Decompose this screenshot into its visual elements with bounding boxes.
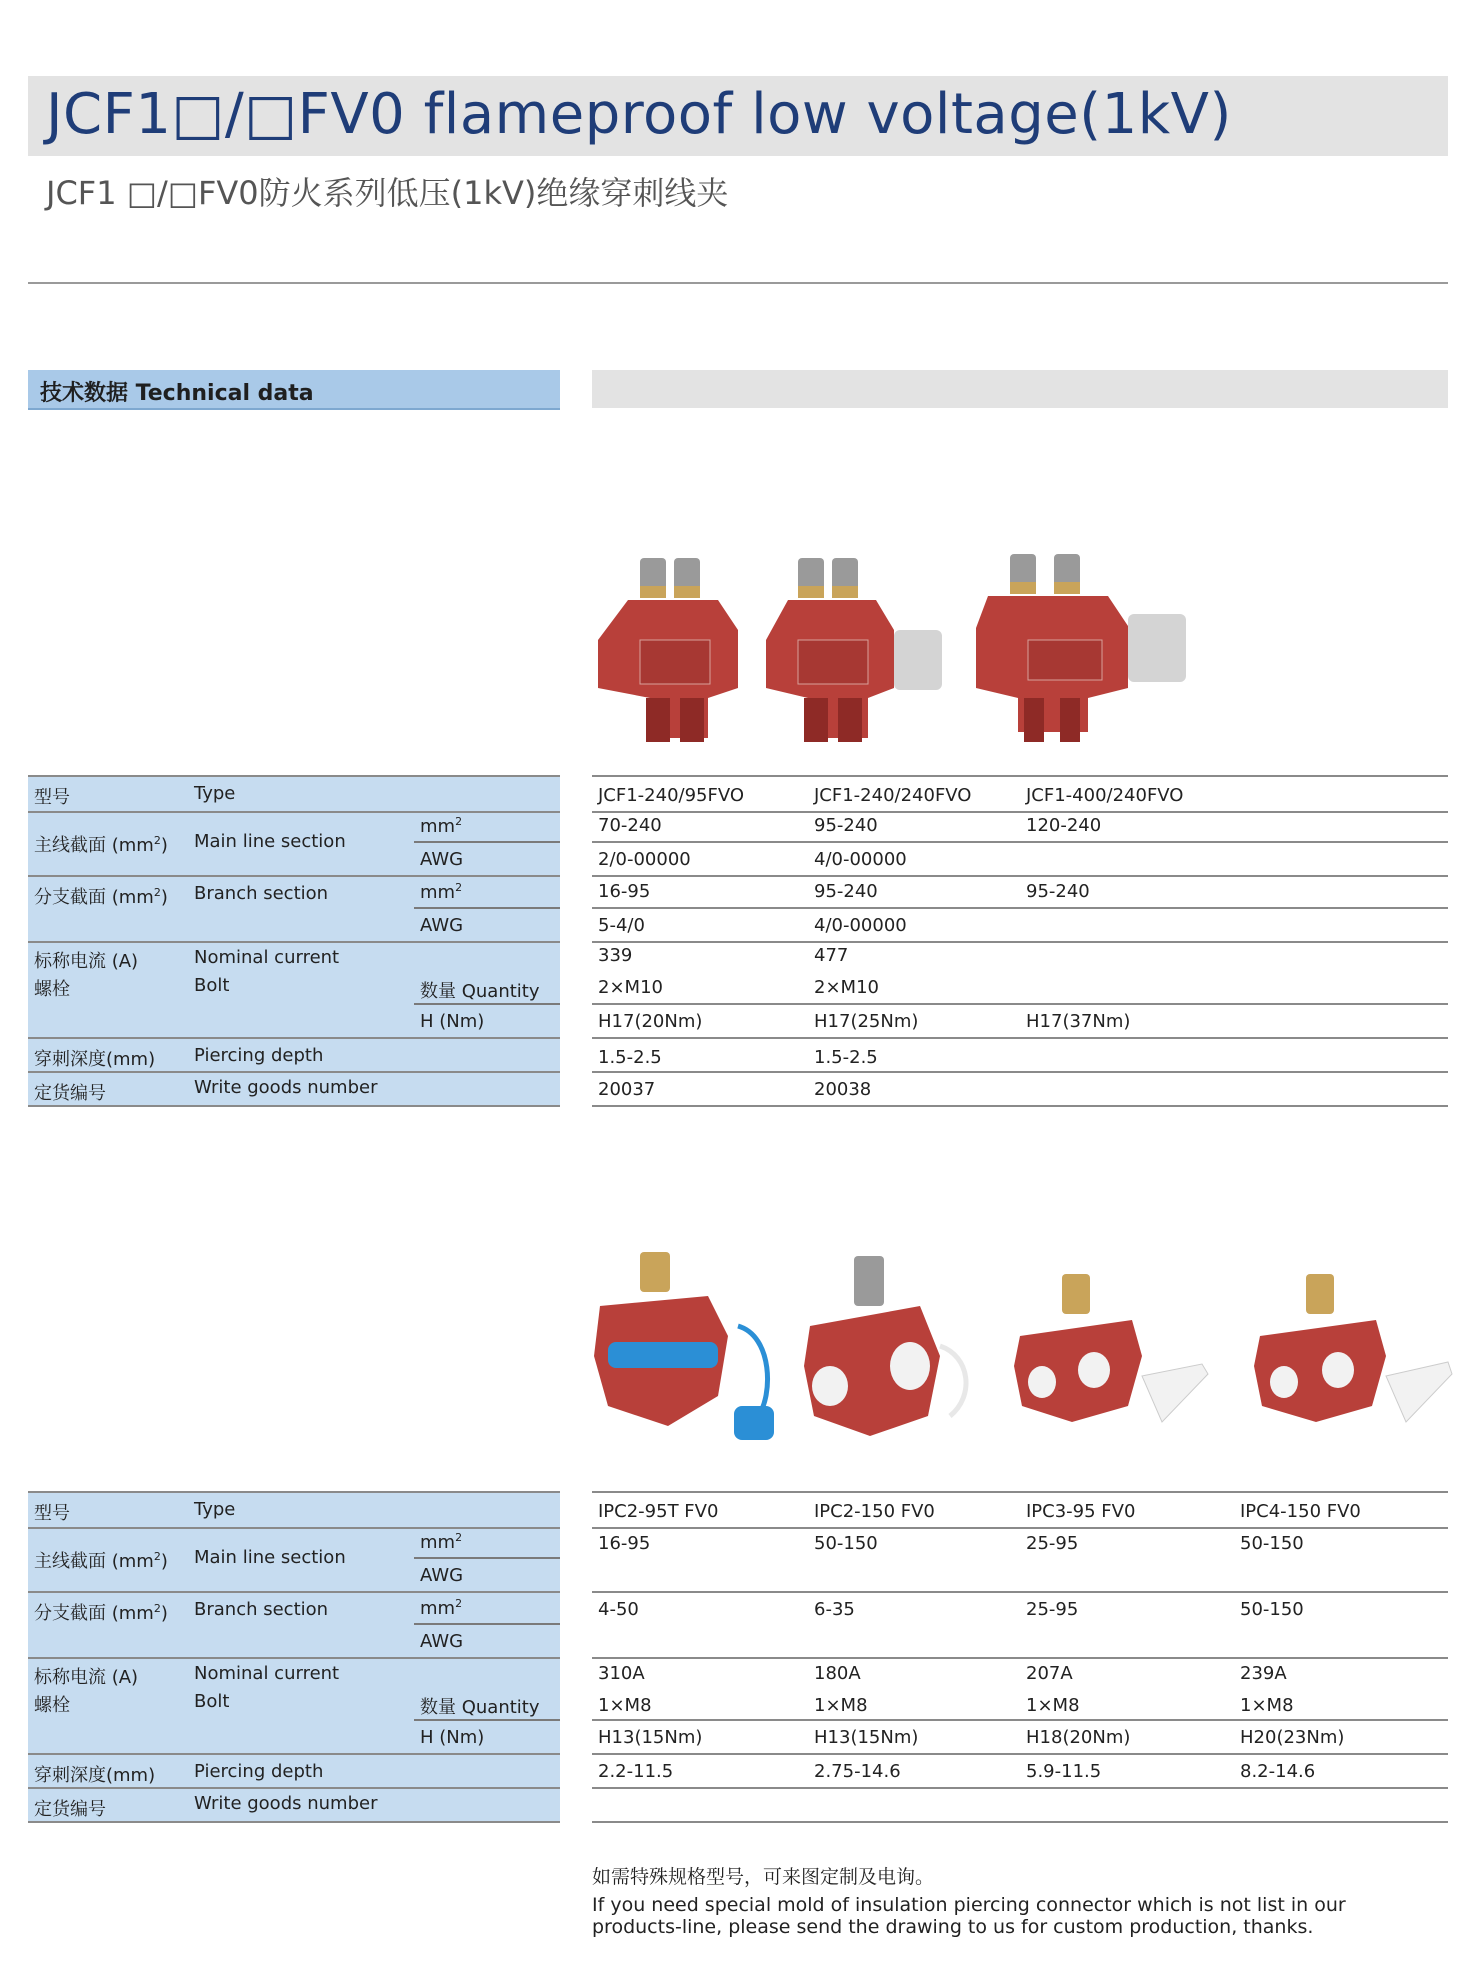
ipc3-95-connector-photo (1012, 1246, 1252, 1456)
bolt-qty-cell: 1×M8 (1026, 1695, 1080, 1716)
goods-label-en: Write goods number (194, 1077, 378, 1098)
table-row (28, 1527, 560, 1593)
type-label-cn: 型号 (34, 787, 70, 808)
branch-section-label-cn: 分支截面 $(mm^2)$ (34, 886, 168, 908)
table-row (28, 971, 560, 1039)
type-label-en: Type (194, 1499, 236, 1520)
type-label-cn: 型号 (34, 1503, 70, 1524)
table-row (592, 1721, 1448, 1755)
footer-note-cn: 如需特殊规格型号，可来图定制及电询。 (592, 1866, 935, 1888)
current-cell: 207A (1026, 1663, 1073, 1684)
type-cell: IPC2-95T FV0 (598, 1501, 719, 1522)
ipc2-150-connector-photo (800, 1246, 1012, 1456)
pierce-label-cn: 穿刺深度(mm) (34, 1765, 156, 1786)
table-row (592, 1005, 1448, 1039)
main-mm-cell: 50-150 (1240, 1533, 1304, 1554)
branch-mm-cell: 25-95 (1026, 1599, 1079, 1620)
table-row (592, 775, 1448, 813)
product-images-row1 (588, 548, 1208, 758)
type-cell: JCF1-400/240FVO (1026, 785, 1184, 806)
goods-label-en: Write goods number (194, 1793, 378, 1814)
table1-values (592, 775, 1448, 1107)
type-label-en: Type (194, 783, 236, 804)
table1-labels (28, 775, 560, 1107)
table-row (28, 1039, 560, 1073)
goods-label-cn: 定货编号 (34, 1083, 106, 1104)
branch-mm-cell: 95-240 (1026, 881, 1090, 902)
page-subtitle: JCF1 □/□FV0防火系列低压(1kV)绝缘穿刺线夹 (46, 174, 729, 212)
table-row (592, 811, 1448, 843)
branch-mm-cell: 6-35 (814, 1599, 855, 1620)
sub-divider (414, 1003, 560, 1005)
current-label-cn: 标称电流 (A) (34, 1667, 139, 1688)
pierce-cell: 1.5-2.5 (598, 1047, 662, 1068)
bolt-qty-cell: 1×M8 (1240, 1695, 1294, 1716)
current-label-en: Nominal current (194, 1663, 340, 1684)
bolt-qty-cell: 1×M8 (598, 1695, 652, 1716)
bolt-quantity-label: 数量 Quantity (420, 981, 540, 1002)
table-row (28, 1073, 560, 1107)
current-cell: 180A (814, 1663, 861, 1684)
table-row (592, 1755, 1448, 1789)
table-row (592, 1593, 1448, 1659)
jcf1-400-240-connector-photo (968, 548, 1208, 758)
bolt-label-cn: 螺栓 (34, 979, 70, 1000)
bolt-qty-cell: 2×M10 (814, 977, 879, 998)
bolt-h-cell: H17(37Nm) (1026, 1011, 1131, 1032)
main-section-label-en: Main line section (194, 1547, 346, 1568)
bolt-h-label: H (Nm) (420, 1011, 485, 1032)
bolt-label-en: Bolt (194, 975, 230, 996)
section-label: 技术数据 Technical data (40, 381, 314, 406)
table-row (28, 1755, 560, 1789)
product-images-row2 (588, 1246, 1472, 1456)
unit-awg: AWG (420, 849, 464, 870)
section-header (28, 370, 560, 410)
sub-divider (414, 1719, 560, 1721)
jcf1-240-240-connector-photo (758, 548, 968, 758)
ipc4-150-connector-photo (1252, 1246, 1472, 1456)
bolt-h-cell: H20(23Nm) (1240, 1727, 1345, 1748)
footer-note-en-2: products-line, please send the drawing to us for custom production, thanks. (592, 1916, 1314, 1938)
type-cell: IPC3-95 FV0 (1026, 1501, 1136, 1522)
sub-divider (414, 841, 560, 843)
goods-label-cn: 定货编号 (34, 1799, 106, 1820)
ipc2-95t-connector-photo (588, 1246, 800, 1456)
table-row (28, 1659, 560, 1687)
type-cell: JCF1-240/95FVO (598, 785, 745, 806)
unit-mm: $mm^2$ (420, 1597, 463, 1619)
bolt-qty-cell: 2×M10 (598, 977, 663, 998)
table-row (592, 1527, 1448, 1593)
type-cell: JCF1-240/240FVO (814, 785, 972, 806)
bolt-quantity-label: 数量 Quantity (420, 1697, 540, 1718)
unit-mm: $mm^2$ (420, 815, 463, 837)
current-cell: 310A (598, 1663, 645, 1684)
pierce-label-cn: 穿刺深度(mm) (34, 1049, 156, 1070)
table-row (28, 775, 560, 813)
header-divider (28, 282, 1448, 284)
bolt-h-cell: H18(20Nm) (1026, 1727, 1131, 1748)
table-row (592, 943, 1448, 971)
sub-divider (414, 1557, 560, 1559)
table-row (28, 1687, 560, 1755)
goods-cell: 20037 (598, 1079, 656, 1100)
branch-mm-cell: 50-150 (1240, 1599, 1304, 1620)
table-row (592, 1491, 1448, 1529)
section-header-bar (592, 370, 1448, 408)
table-row (28, 943, 560, 971)
sub-divider (414, 1623, 560, 1625)
main-section-label-en: Main line section (194, 831, 346, 852)
branch-mm-cell: 95-240 (814, 881, 878, 902)
main-awg-cell: 2/0-00000 (598, 849, 691, 870)
branch-mm-cell: 4-50 (598, 1599, 639, 1620)
branch-mm-cell: 16-95 (598, 881, 651, 902)
main-mm-cell: 120-240 (1026, 815, 1102, 836)
main-mm-cell: 70-240 (598, 815, 662, 836)
bolt-label-en: Bolt (194, 1691, 230, 1712)
bolt-label-cn: 螺栓 (34, 1695, 70, 1716)
unit-awg: AWG (420, 1565, 464, 1586)
table2-values (592, 1491, 1448, 1823)
type-cell: IPC2-150 FV0 (814, 1501, 935, 1522)
branch-awg-cell: 4/0-00000 (814, 915, 907, 936)
bolt-qty-cell: 1×M8 (814, 1695, 868, 1716)
table-row (28, 877, 560, 943)
branch-section-label-cn: 分支截面 $(mm^2)$ (34, 1602, 168, 1624)
table-row (592, 877, 1448, 909)
current-cell: 339 (598, 945, 633, 966)
bolt-h-cell: H13(15Nm) (598, 1727, 703, 1748)
table-row (592, 1789, 1448, 1823)
branch-awg-cell: 5-4/0 (598, 915, 645, 936)
pierce-cell: 2.2-11.5 (598, 1761, 674, 1782)
branch-section-label-en: Branch section (194, 1599, 329, 1620)
table-row (592, 909, 1448, 943)
footer-note-en-1: If you need special mold of insulation piercing connector which is not list in our (592, 1894, 1346, 1916)
bolt-h-cell: H17(20Nm) (598, 1011, 703, 1032)
current-label-cn: 标称电流 (A) (34, 951, 139, 972)
sub-divider (414, 907, 560, 909)
jcf1-240-95-connector-photo (588, 548, 758, 758)
main-awg-cell: 4/0-00000 (814, 849, 907, 870)
table-row (28, 1491, 560, 1529)
unit-awg: AWG (420, 1631, 464, 1652)
pierce-label-en: Piercing depth (194, 1761, 324, 1782)
bolt-h-cell: H13(15Nm) (814, 1727, 919, 1748)
table-row (592, 1687, 1448, 1721)
table-row (28, 811, 560, 877)
goods-cell: 20038 (814, 1079, 872, 1100)
pierce-cell: 5.9-11.5 (1026, 1761, 1102, 1782)
main-mm-cell: 95-240 (814, 815, 878, 836)
pierce-label-en: Piercing depth (194, 1045, 324, 1066)
current-cell: 477 (814, 945, 849, 966)
main-section-label-cn: 主线截面 $(mm^2)$ (34, 1550, 168, 1572)
main-mm-cell: 25-95 (1026, 1533, 1079, 1554)
table-row (28, 1593, 560, 1659)
main-section-label-cn: 主线截面 $(mm^2)$ (34, 834, 168, 856)
pierce-cell: 8.2-14.6 (1240, 1761, 1316, 1782)
current-cell: 239A (1240, 1663, 1287, 1684)
page-title: JCF1□/□FV0 flameproof low voltage(1kV) (46, 82, 1232, 147)
pierce-cell: 1.5-2.5 (814, 1047, 878, 1068)
bolt-h-label: H (Nm) (420, 1727, 485, 1748)
unit-awg: AWG (420, 915, 464, 936)
table2-labels (28, 1491, 560, 1823)
table-row (592, 843, 1448, 877)
bolt-h-cell: H17(25Nm) (814, 1011, 919, 1032)
pierce-cell: 2.75-14.6 (814, 1761, 901, 1782)
current-label-en: Nominal current (194, 947, 340, 968)
unit-mm: $mm^2$ (420, 1531, 463, 1553)
table-row (592, 971, 1448, 1005)
table-row (592, 1073, 1448, 1107)
table-row (592, 1039, 1448, 1073)
type-cell: IPC4-150 FV0 (1240, 1501, 1361, 1522)
table-row (592, 1659, 1448, 1687)
main-mm-cell: 16-95 (598, 1533, 651, 1554)
unit-mm: $mm^2$ (420, 881, 463, 903)
main-mm-cell: 50-150 (814, 1533, 878, 1554)
branch-section-label-en: Branch section (194, 883, 329, 904)
table-row (28, 1789, 560, 1823)
